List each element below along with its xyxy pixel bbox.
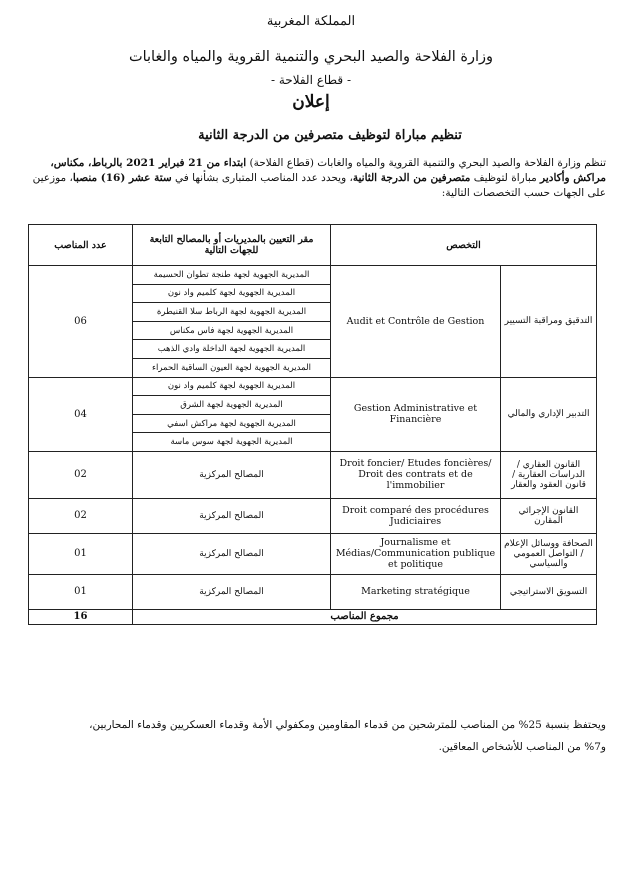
specialty-ar: القانون الإجرائي المقارن <box>501 498 597 533</box>
total-row <box>29 609 597 624</box>
location-cell: المصالح المركزية <box>133 498 331 533</box>
location-cell: المديرية الجهوية لجهة سوس ماسة <box>133 433 331 452</box>
table-row <box>29 533 597 574</box>
table-row <box>29 574 597 609</box>
intro-part-2: ابتداء من 21 فبراير 2021 بالرباط، مكناس، مراكش وأكادير <box>50 157 606 184</box>
specialty-fr: Gestion Administrative et Financière <box>331 377 501 451</box>
specialty-fr: Droit comparé des procédures Judiciaires <box>331 498 501 533</box>
sector-title: - قطاع الفلاحة - <box>270 73 352 87</box>
location-cell: المصالح المركزية <box>133 533 331 574</box>
intro-part-3: مباراة لتوظيف <box>470 172 541 184</box>
positions-table <box>28 224 597 625</box>
announcement-title: إعلان <box>292 92 330 112</box>
location-cell: المديرية الجهوية لجهة كلميم واد نون <box>133 284 331 303</box>
positions-count: 01 <box>29 533 133 574</box>
intro-part-6: ستة عشر (16) منصبا <box>72 172 172 184</box>
intro-paragraph <box>26 156 606 201</box>
location-cell: المديرية الجهوية لجهة الداخلة وادي الذهب <box>133 340 331 359</box>
positions-count: 01 <box>29 574 133 609</box>
quota-note <box>36 714 606 758</box>
location-cell: المديرية الجهوية لجهة الشرق <box>133 396 331 415</box>
location-cell: المديرية الجهوية لجهة العيون الساقية الحمراء <box>133 358 331 377</box>
table-header-row <box>29 225 597 266</box>
header-specialty: التخصص <box>331 225 597 266</box>
specialty-ar: الصحافة ووسائل الإعلام / التواصل العمومي والسياسي <box>501 533 597 574</box>
specialty-ar: التسويق الاستراتيجي <box>501 574 597 609</box>
quota-note-line-2: و7% من المناصب للأشخاص المعاقين. <box>438 741 606 753</box>
header-count: عدد المناصب <box>29 225 133 266</box>
location-cell: المصالح المركزية <box>133 451 331 498</box>
specialty-ar: القانون العقاري /الدراسات العقارية / قانون العقود والعقار <box>501 451 597 498</box>
intro-part-1: تنظم وزارة الفلاحة والصيد البحري والتنمية القروية والمياه والغابات (قطاع الفلاحة) <box>246 157 606 169</box>
header-location: مقر التعيين بالمديريات أو بالمصالح التابعة للجهات التالية <box>133 225 331 266</box>
table-row <box>29 266 597 285</box>
positions-count: 02 <box>29 451 133 498</box>
table-row <box>29 377 597 396</box>
positions-count: 04 <box>29 377 133 451</box>
location-cell: المديرية الجهوية لجهة فاس مكناس <box>133 321 331 340</box>
location-cell: المديرية الجهوية لجهة الرباط سلا القنيطرة <box>133 303 331 322</box>
location-cell: المديرية الجهوية لجهة كلميم واد نون <box>133 377 331 396</box>
total-value: 16 <box>29 609 133 624</box>
intro-part-4: متصرفين من الدرجة الثانية <box>352 172 471 184</box>
location-cell: المديرية الجهوية لجهة مراكش اسفي <box>133 414 331 433</box>
table-row <box>29 498 597 533</box>
specialty-fr: Audit et Contrôle de Gestion <box>331 266 501 378</box>
ministry-title: وزارة الفلاحة والصيد البحري والتنمية القروية والمياه والغابات <box>128 49 494 65</box>
intro-part-7: ، موزعين على الجهات حسب التخصصات التالية: <box>32 172 606 199</box>
kingdom-title: المملكة المغربية <box>266 14 356 29</box>
competition-title: تنظيم مباراة لتوظيف متصرفين من الدرجة الثانية <box>198 128 462 143</box>
quota-note-line-1: ويحتفظ بنسبة 25% من المناصب للمترشحين من قدماء المقاومين ومكفولي الأمة وقدماء العسكريين وقدماء المحاربين، <box>89 719 606 731</box>
positions-count: 06 <box>29 266 133 378</box>
location-cell: المصالح المركزية <box>133 574 331 609</box>
specialty-ar: التدقيق ومراقبة التسيير <box>501 266 597 378</box>
specialty-fr: Marketing stratégique <box>331 574 501 609</box>
location-cell: المديرية الجهوية لجهة طنجة تطوان الحسيمة <box>133 266 331 285</box>
specialty-fr: Journalisme et Médias/Communication publique et politique <box>331 533 501 574</box>
intro-part-5: ، ويحدد عدد المناصب المتبارى بشأنها في <box>171 172 353 184</box>
specialty-fr: Droit foncier/ Etudes foncières/ Droit des contrats et de l'immobilier <box>331 451 501 498</box>
specialty-ar: التدبير الإداري والمالي <box>501 377 597 451</box>
table-row <box>29 451 597 498</box>
positions-count: 02 <box>29 498 133 533</box>
total-label: مجموع المناصب <box>133 609 597 624</box>
